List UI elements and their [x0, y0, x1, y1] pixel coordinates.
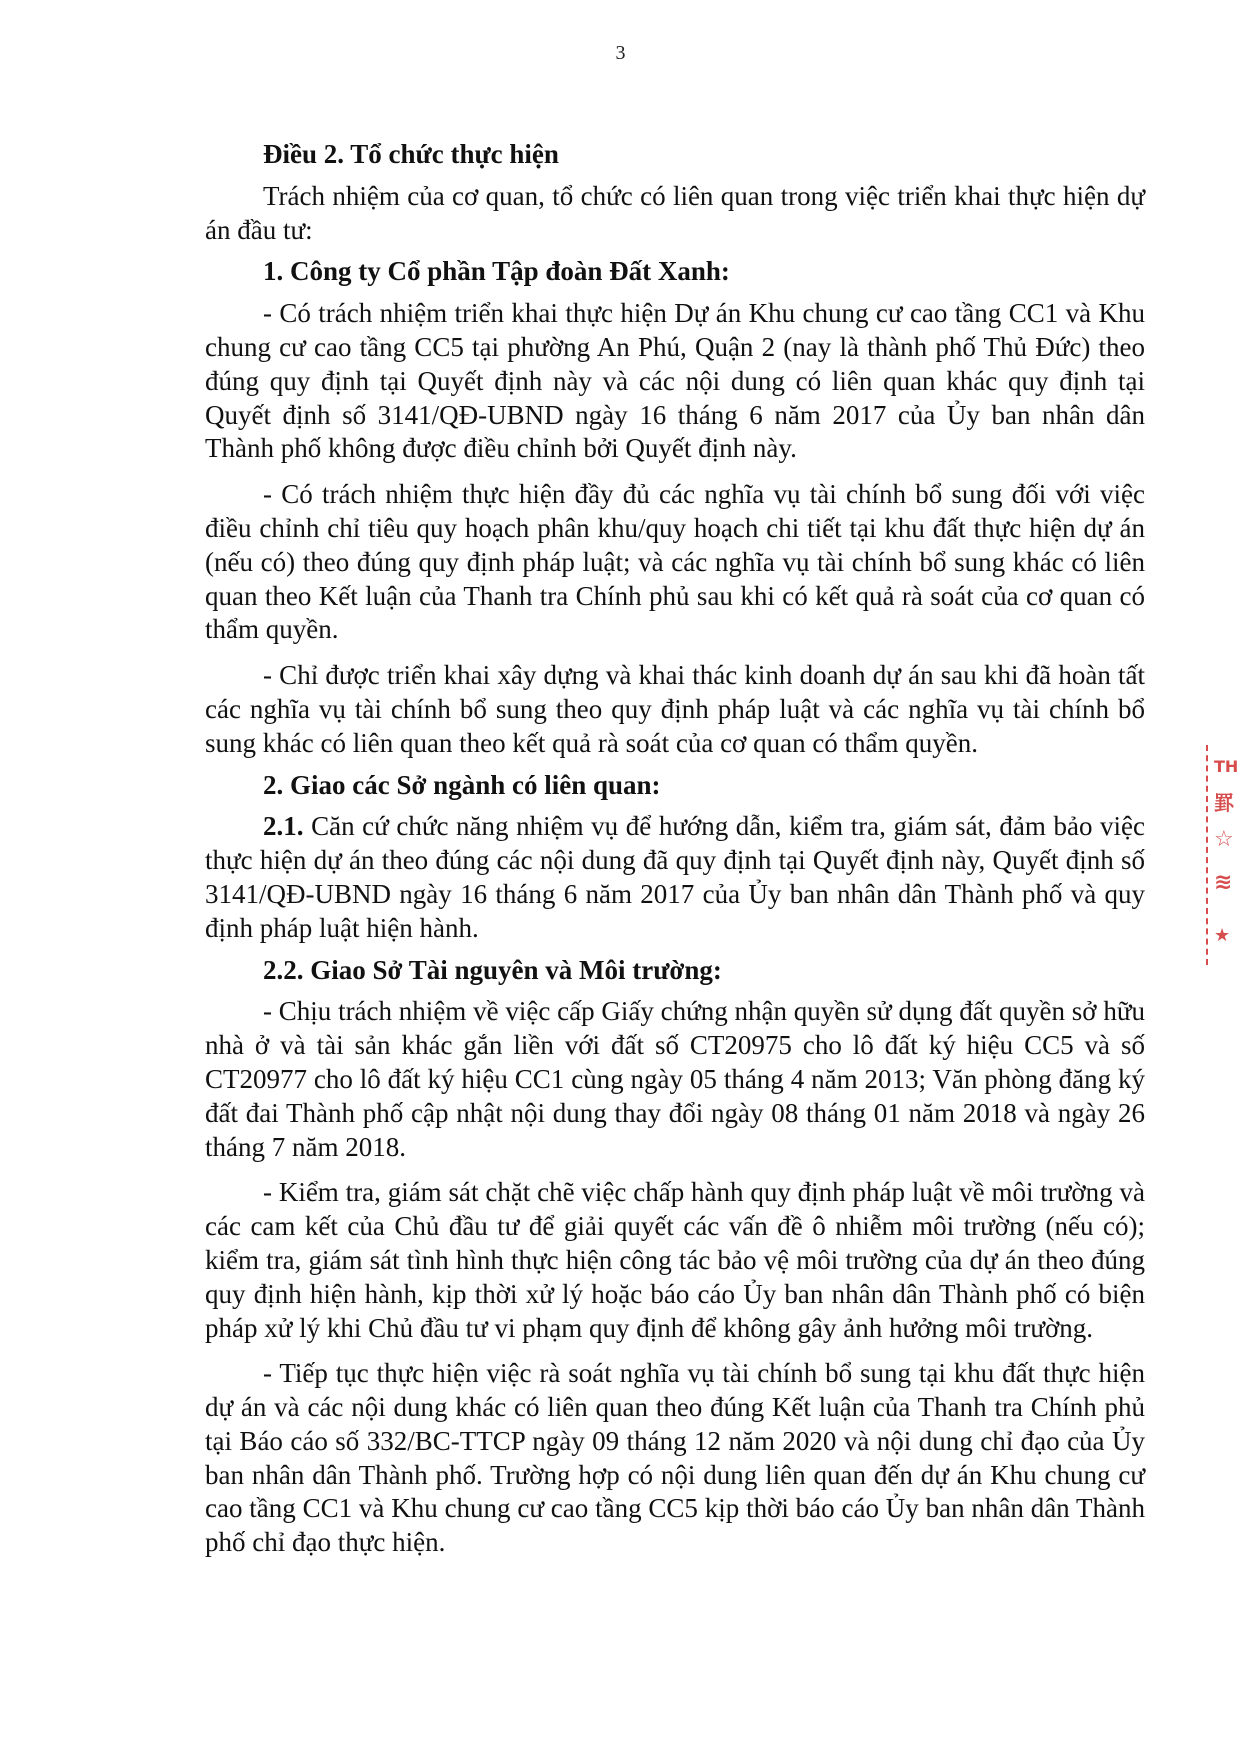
- section2-sub1-number: 2.1.: [263, 811, 304, 842]
- section2-sub2-heading: 2.2. Giao Sở Tài nguyên và Môi trường:: [263, 954, 722, 985]
- article-heading: Điều 2. Tổ chức thực hiện: [263, 139, 559, 169]
- section2-sub2-item-3: - Tiếp tục thực hiện việc rà soát nghĩa vụ tài chính bổ sung tại khu đất thực hiện dự án và các nội dung khác có liên quan theo đúng Kết luận của Thanh tra Chính phủ tại Báo cáo số 332/BC-TTCP ngày 09 tháng 12 năm 2020 và nội dung chỉ đạo của Ủy ban nhân dân Thành phố. Trường hợp có nội dung liên quan đến dự án Khu chung cư cao tầng CC1 và Khu chung cư cao tầng CC5 kịp thời báo cáo Ủy ban nhân dân Thành phố chỉ đạo thực hiện.: [205, 1358, 1145, 1558]
- seal-glyph-fragment: 罫: [1214, 791, 1234, 815]
- seal-star-icon: ★: [1214, 925, 1231, 946]
- section2-sub1: [205, 810, 1145, 945]
- seal-text-fragment: TH: [1214, 757, 1239, 776]
- seal-glyph-fragment: ☆: [1214, 827, 1234, 852]
- section2-sub1-text: Căn cứ chức năng nhiệm vụ để hướng dẫn, kiểm tra, giám sát, đảm bảo việc thực hiện dự án theo đúng các nội dung đã quy định tại Quyết định này, Quyết định số 3141/QĐ-UBND ngày 16 tháng 6 năm 2017 của Ủy ban nhân dân Thành phố và quy định pháp luật hiện hành.: [205, 811, 1145, 943]
- section1-heading: 1. Công ty Cổ phần Tập đoàn Đất Xanh:: [263, 256, 730, 287]
- article-intro: Trách nhiệm của cơ quan, tổ chức có liên quan trong việc triển khai thực hiện dự án đầu tư:: [205, 180, 1145, 245]
- section2-sub2-item-2: - Kiểm tra, giám sát chặt chẽ việc chấp hành quy định pháp luật về môi trường và các cam kết của Chủ đầu tư để giải quyết các vấn đề ô nhiễm môi trường (nếu có); kiểm tra, giám sát tình hình thực hiện công tác bảo vệ môi trường của dự án theo đúng quy định hiện hành, kịp thời xử lý hoặc báo cáo Ủy ban nhân dân Thành phố có biện pháp xử lý khi Chủ đầu tư vi phạm quy định để không gây ảnh hưởng môi trường.: [205, 1177, 1145, 1343]
- page-number: 3: [615, 42, 626, 64]
- red-seal-fragment: [1206, 745, 1241, 965]
- document-body: [205, 138, 1145, 1560]
- section1-item-2: - Có trách nhiệm thực hiện đầy đủ các nghĩa vụ tài chính bổ sung đối với việc điều chỉnh chỉ tiêu quy hoạch phân khu/quy hoạch chi tiết tại khu đất thực hiện dự án (nếu có) theo đúng quy định pháp luật; và các nghĩa vụ tài chính bổ sung khác có liên quan theo Kết luận của Thanh tra Chính phủ sau khi có kết quả rà soát của cơ quan có thẩm quyền.: [205, 479, 1145, 645]
- section1-item-3: - Chỉ được triển khai xây dựng và khai thác kinh doanh dự án sau khi đã hoàn tất các nghĩa vụ tài chính bổ sung theo quy định pháp luật và các nghĩa vụ tài chính bổ sung khác có liên quan theo kết quả rà soát của cơ quan có thẩm quyền.: [205, 660, 1145, 758]
- seal-glyph-fragment: ≋: [1214, 870, 1233, 895]
- section1-item-1: - Có trách nhiệm triển khai thực hiện Dự án Khu chung cư cao tầng CC1 và Khu chung cư cao tầng CC5 tại phường An Phú, Quận 2 (nay là thành phố Thủ Đức) theo đúng quy định tại Quyết định này và các nội dung có liên quan khác quy định tại Quyết định số 3141/QĐ-UBND ngày 16 tháng 6 năm 2017 của Ủy ban nhân dân Thành phố không được điều chỉnh bởi Quyết định này.: [205, 298, 1145, 464]
- section2-sub2-item-1: - Chịu trách nhiệm về việc cấp Giấy chứng nhận quyền sử dụng đất quyền sở hữu nhà ở và tài sản khác gắn liền với đất số CT20975 cho lô đất ký hiệu CC5 và số CT20977 cho lô đất ký hiệu CC1 cùng ngày 05 tháng 4 năm 2013; Văn phòng đăng ký đất đai Thành phố cập nhật nội dung thay đổi ngày 08 tháng 01 năm 2018 và ngày 26 tháng 7 năm 2018.: [205, 996, 1145, 1162]
- section2-heading: 2. Giao các Sở ngành có liên quan:: [263, 769, 661, 800]
